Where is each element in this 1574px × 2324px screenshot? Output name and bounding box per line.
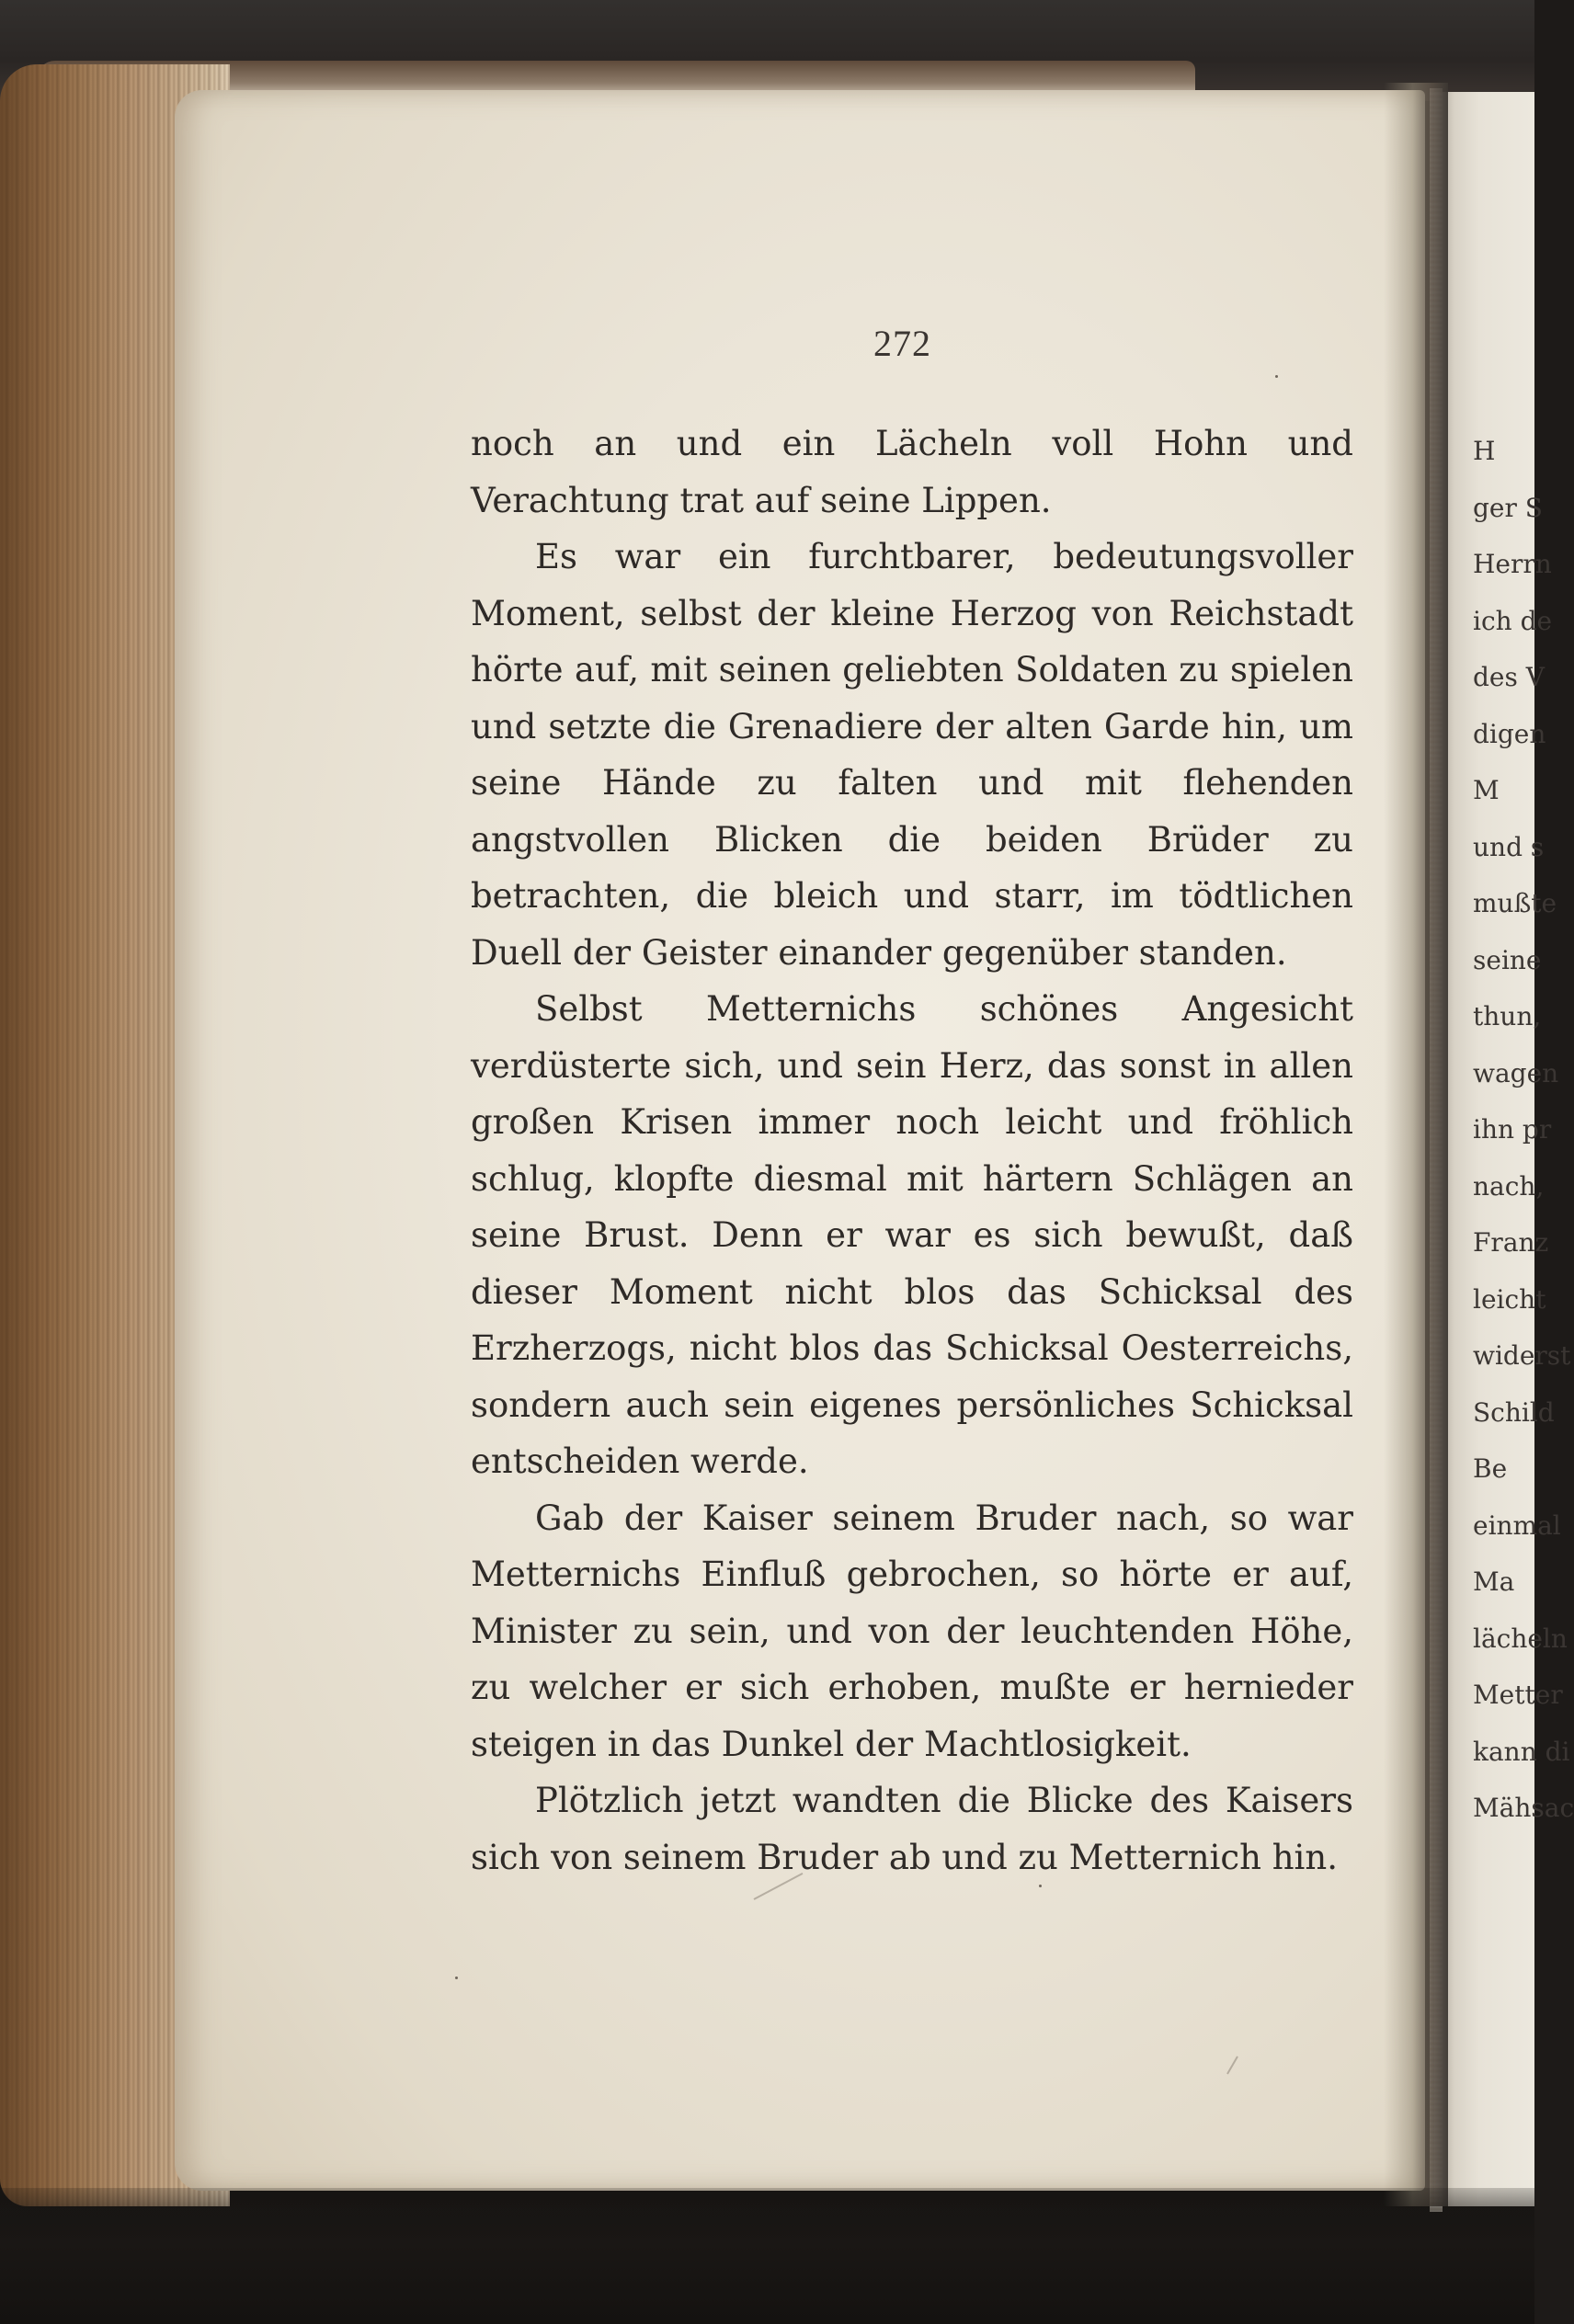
facing-page-line: ich de [1473, 605, 1553, 636]
facing-page-line: widerst [1473, 1340, 1571, 1371]
paragraph-2: Es war ein furchtbarer, bedeutungsvoller Moment, selbst der kleine Herzog von Reichstadt hörte auf, mit seinen geliebten Soldaten zu spielen und setzte die Grenadiere der alten Garde hin, um seine Hände zu falten und mit flehenden angstvollen Blicken die beiden Brüder zu betrachten, die bleich und starr, im tödtlichen Duell der Geister einander gegenüber standen. [471, 537, 1353, 973]
facing-page-line: lächeln [1473, 1623, 1568, 1654]
background-bottom [0, 2188, 1534, 2324]
paper-speck [455, 1977, 458, 1979]
facing-page-line: Schild [1473, 1396, 1555, 1428]
facing-page-line: Franz [1473, 1227, 1549, 1258]
facing-page-line: einmal [1473, 1509, 1561, 1541]
paragraph-1: noch an und ein Lächeln voll Hohn und Verachtung trat auf seine Lippen. [471, 424, 1353, 520]
facing-page-line: leicht [1473, 1283, 1546, 1315]
facing-page-line: thun, [1473, 1001, 1542, 1031]
page-body-text [471, 416, 1353, 1885]
paragraph-5: Plötzlich jetzt wandten die Blicke des Kaisers sich von seinem Bruder ab und zu Metternich hin. [471, 1781, 1353, 1877]
facing-page-line: digen [1473, 718, 1546, 749]
facing-page-line: Be [1473, 1453, 1508, 1484]
facing-page-line: seine [1473, 944, 1542, 975]
paragraph-4: Gab der Kaiser seinem Bruder nach, so war Metternichs Einfluß gebrochen, so hörte er auf, Minister zu sein, und von der leuchtenden Höhe, zu welcher er sich erhoben, mußte er hernieder steigen in das Dunkel der Machtlosigkeit. [471, 1498, 1353, 1764]
facing-page-line: nach, [1473, 1170, 1545, 1202]
page-number: 272 [873, 323, 931, 364]
facing-page-line: Herrn [1473, 549, 1552, 579]
book-gutter [1384, 83, 1448, 2206]
paper-speck [1275, 375, 1278, 378]
facing-page-line: und s [1473, 831, 1545, 862]
paper-speck [1039, 1885, 1042, 1887]
facing-page-line: mußte [1473, 888, 1557, 918]
facing-page-line: M [1473, 775, 1500, 805]
facing-page-line: Ma [1473, 1566, 1515, 1597]
paragraph-3: Selbst Metternichs schönes Angesicht verdüsterte sich, und sein Herz, das sonst in allen großen Krisen immer noch leicht und fröhlich schlug, klopfte diesmal mit härtern Schlägen an seine Brust. Denn er war es sich bewußt, daß dieser Moment nicht blos das Schicksal des Erzherzogs, nicht blos das Schicksal Oesterreichs, sondern auch sein eigenes persönliches Schicksal entscheiden werde. [471, 989, 1353, 1481]
facing-page-line: H [1473, 436, 1496, 466]
facing-page-line: des V [1473, 662, 1545, 692]
facing-page-text-fragments [1473, 423, 1574, 1837]
facing-page-line: ger S [1473, 492, 1543, 523]
facing-page-line: wagen [1473, 1057, 1559, 1088]
facing-page-line: Metter [1473, 1680, 1563, 1710]
facing-page-line: ihn pr [1473, 1114, 1552, 1145]
facing-page-line: Mähsac [1473, 1793, 1574, 1823]
facing-page-line: kann di [1473, 1736, 1570, 1767]
